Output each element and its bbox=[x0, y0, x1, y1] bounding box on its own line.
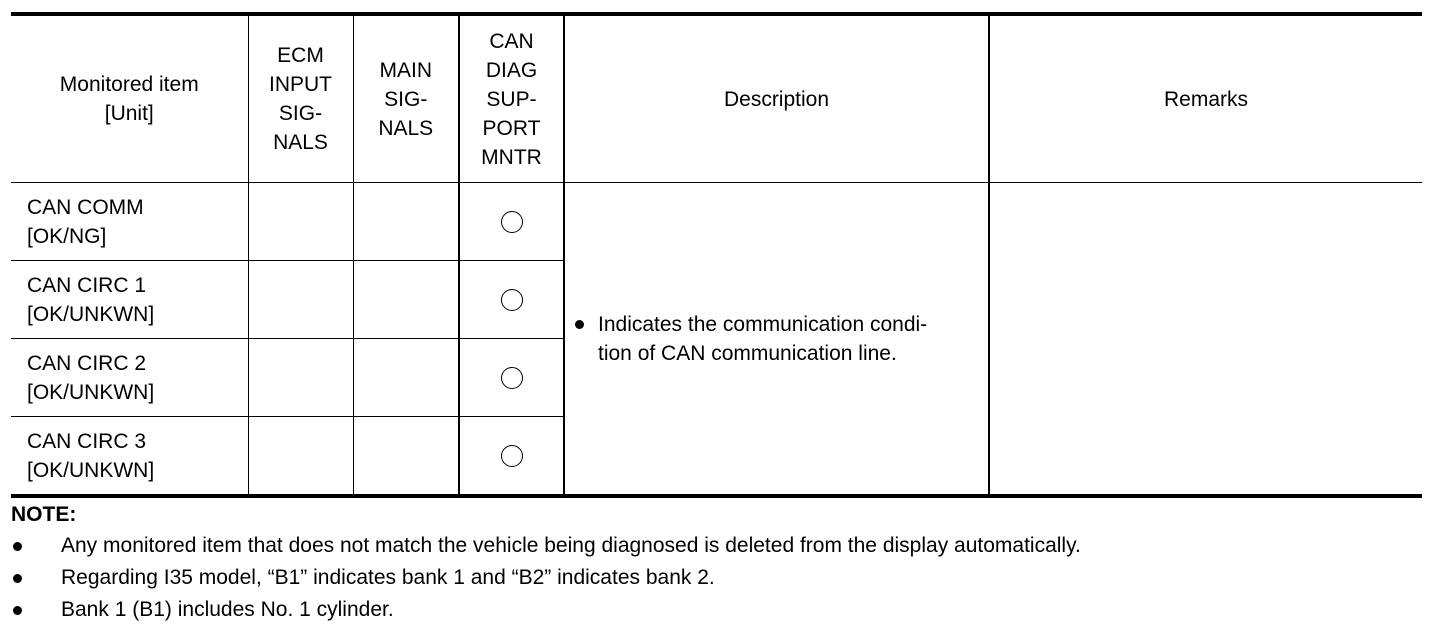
item-unit: [OK/NG] bbox=[27, 224, 107, 248]
bullet-icon bbox=[13, 606, 22, 615]
header-line: MNTR bbox=[481, 145, 542, 169]
monitored-item-cell bbox=[11, 183, 248, 261]
bullet-icon bbox=[13, 574, 22, 583]
header-line: SUP- bbox=[486, 87, 537, 111]
note-item-text: Bank 1 (B1) includes No. 1 cylinder. bbox=[61, 598, 394, 621]
item-name: CAN CIRC 3 bbox=[27, 429, 147, 453]
description-line: tion of CAN communication line. bbox=[598, 341, 897, 365]
description-cell bbox=[564, 183, 989, 497]
item-unit: [OK/UNKWN] bbox=[27, 458, 155, 482]
item-name: CAN CIRC 1 bbox=[27, 273, 147, 297]
main-signals-cell bbox=[353, 183, 459, 261]
circle-mark-icon bbox=[501, 367, 523, 389]
can-diag-support-mntr-cell bbox=[459, 339, 564, 417]
can-diag-support-mntr-cell bbox=[459, 183, 564, 261]
header-line: SIG- bbox=[384, 87, 428, 111]
ecm-input-signals-cell bbox=[248, 339, 353, 417]
ecm-input-signals-cell bbox=[248, 417, 353, 497]
description-bullet bbox=[575, 310, 988, 368]
ecm-input-signals-cell bbox=[248, 261, 353, 339]
header-remarks: Remarks bbox=[989, 14, 1422, 183]
header-line: CAN bbox=[489, 29, 534, 53]
remarks-cell bbox=[989, 183, 1422, 497]
note-section bbox=[11, 499, 1422, 626]
header-line: SIG- bbox=[278, 102, 323, 125]
can-diag-support-mntr-cell bbox=[459, 261, 564, 339]
can-diag-support-mntr-cell bbox=[459, 417, 564, 497]
note-item bbox=[11, 594, 1422, 626]
note-title: NOTE: bbox=[11, 503, 77, 526]
note-item bbox=[11, 562, 1422, 594]
header-unit-line: [Unit] bbox=[104, 102, 154, 125]
table-header-row bbox=[11, 14, 1422, 183]
header-line: NALS bbox=[378, 116, 434, 140]
monitored-item-cell bbox=[11, 417, 248, 497]
item-name: CAN COMM bbox=[27, 195, 144, 219]
item-unit: [OK/UNKWN] bbox=[27, 302, 155, 326]
main-signals-cell bbox=[353, 261, 459, 339]
header-line: NALS bbox=[273, 131, 328, 154]
header-monitored-item bbox=[11, 14, 248, 183]
main-signals-cell bbox=[353, 339, 459, 417]
header-can-diag-support-mntr bbox=[459, 14, 564, 183]
header-description: Description bbox=[564, 14, 989, 183]
note-item bbox=[11, 530, 1422, 562]
header-monitored-item-line: Monitored item bbox=[59, 73, 199, 96]
header-line: DIAG bbox=[485, 58, 538, 82]
header-line: ECM bbox=[277, 44, 324, 67]
monitored-item-cell bbox=[11, 261, 248, 339]
ecm-input-signals-cell bbox=[248, 183, 353, 261]
header-line: MAIN bbox=[379, 58, 432, 82]
header-line: INPUT bbox=[269, 73, 332, 96]
circle-mark-icon bbox=[501, 211, 523, 233]
item-name: CAN CIRC 2 bbox=[27, 351, 147, 375]
note-item-text: Regarding I35 model, “B1” indicates bank 1 and “B2” indicates bank 2. bbox=[61, 566, 715, 589]
circle-mark-icon bbox=[501, 445, 523, 467]
item-unit: [OK/UNKWN] bbox=[27, 380, 155, 404]
monitored-item-cell bbox=[11, 339, 248, 417]
circle-mark-icon bbox=[501, 289, 523, 311]
main-signals-cell bbox=[353, 417, 459, 497]
monitored-items-table bbox=[11, 12, 1422, 498]
header-ecm-input-signals bbox=[248, 14, 353, 183]
header-main-signals bbox=[353, 14, 459, 183]
description-line: Indicates the communication condi- bbox=[598, 312, 928, 336]
table-row bbox=[11, 183, 1422, 261]
header-line: PORT bbox=[482, 116, 541, 140]
description-text bbox=[598, 310, 978, 368]
bullet-icon bbox=[13, 542, 22, 551]
note-item-text: Any monitored item that does not match the vehicle being diagnosed is deleted from the display automatically. bbox=[61, 534, 1081, 557]
bullet-icon bbox=[575, 320, 584, 329]
